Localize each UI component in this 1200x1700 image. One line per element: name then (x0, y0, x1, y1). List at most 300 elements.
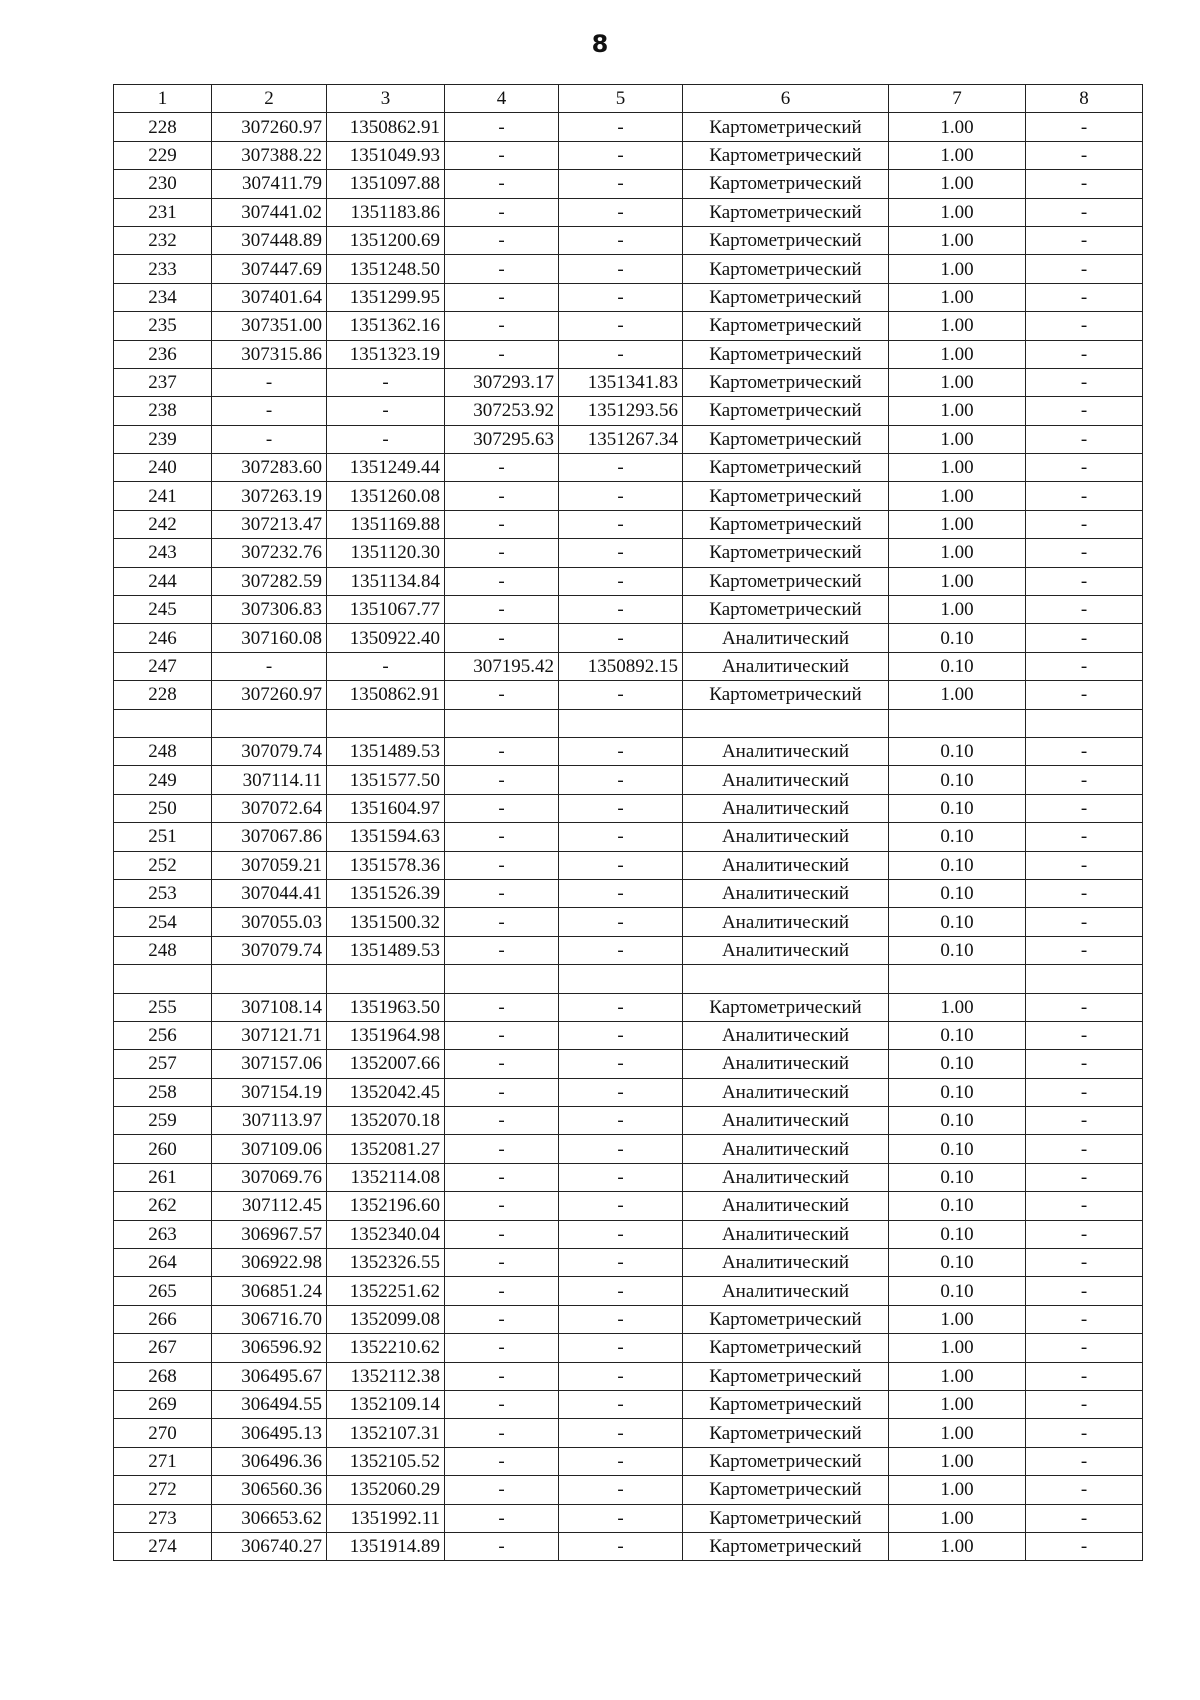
cell-new-x-coordinate: - (445, 681, 559, 709)
cell-accuracy: 0.10 (889, 1078, 1026, 1106)
cell-new-y-coordinate: - (559, 539, 683, 567)
cell-y-coordinate: 1351097.88 (327, 170, 445, 198)
cell-accuracy: 0.10 (889, 936, 1026, 964)
table-row (114, 794, 1143, 822)
cell-new-x-coordinate: - (445, 1419, 559, 1447)
cell-new-y-coordinate (559, 965, 683, 993)
cell-method: Аналитический (683, 851, 889, 879)
cell-accuracy: 1.00 (889, 198, 1026, 226)
cell-new-y-coordinate: - (559, 226, 683, 254)
cell-point-number: 240 (114, 454, 212, 482)
table-row (114, 1249, 1143, 1277)
cell-y-coordinate: 1351183.86 (327, 198, 445, 226)
cell-new-x-coordinate: - (445, 1249, 559, 1277)
cell-new-x-coordinate: - (445, 113, 559, 141)
cell-note: - (1026, 539, 1143, 567)
table-row (114, 1504, 1143, 1532)
cell-method: Картометрический (683, 1504, 889, 1532)
table-row (114, 567, 1143, 595)
cell-x-coordinate: 307260.97 (212, 681, 327, 709)
cell-x-coordinate: 306496.36 (212, 1447, 327, 1475)
cell-method: Картометрический (683, 1419, 889, 1447)
cell-x-coordinate: 306560.36 (212, 1476, 327, 1504)
cell-method: Картометрический (683, 283, 889, 311)
cell-x-coordinate: 307213.47 (212, 510, 327, 538)
cell-new-x-coordinate: - (445, 1135, 559, 1163)
table-separator-row (114, 965, 1143, 993)
cell-note: - (1026, 340, 1143, 368)
cell-note: - (1026, 1476, 1143, 1504)
coordinates-table (113, 84, 1143, 1561)
cell-point-number: 228 (114, 681, 212, 709)
cell-point-number: 232 (114, 226, 212, 254)
table-separator-row (114, 709, 1143, 737)
cell-accuracy: 1.00 (889, 226, 1026, 254)
cell-point-number (114, 965, 212, 993)
cell-accuracy: 1.00 (889, 312, 1026, 340)
cell-y-coordinate: - (327, 425, 445, 453)
cell-point-number: 253 (114, 879, 212, 907)
cell-new-x-coordinate: - (445, 170, 559, 198)
cell-method: Картометрический (683, 368, 889, 396)
cell-note: - (1026, 879, 1143, 907)
cell-new-x-coordinate: - (445, 1192, 559, 1220)
cell-method: Картометрический (683, 1476, 889, 1504)
cell-x-coordinate: 306922.98 (212, 1249, 327, 1277)
column-header-4: 4 (445, 85, 559, 113)
cell-note: - (1026, 596, 1143, 624)
cell-note: - (1026, 567, 1143, 595)
cell-method (683, 709, 889, 737)
cell-note: - (1026, 794, 1143, 822)
cell-method: Аналитический (683, 1107, 889, 1135)
cell-y-coordinate: 1351489.53 (327, 737, 445, 765)
cell-y-coordinate: 1351577.50 (327, 766, 445, 794)
cell-x-coordinate: 307067.86 (212, 823, 327, 851)
cell-new-y-coordinate: - (559, 936, 683, 964)
cell-note (1026, 709, 1143, 737)
table-row (114, 1532, 1143, 1560)
cell-new-x-coordinate: - (445, 851, 559, 879)
cell-y-coordinate: - (327, 368, 445, 396)
cell-point-number: 260 (114, 1135, 212, 1163)
cell-method: Картометрический (683, 1390, 889, 1418)
cell-point-number: 248 (114, 737, 212, 765)
cell-x-coordinate: 306494.55 (212, 1390, 327, 1418)
cell-point-number: 228 (114, 113, 212, 141)
cell-y-coordinate: 1351067.77 (327, 596, 445, 624)
cell-x-coordinate: 307079.74 (212, 936, 327, 964)
cell-y-coordinate (327, 965, 445, 993)
page-number: 8 (591, 30, 609, 58)
cell-point-number: 242 (114, 510, 212, 538)
cell-x-coordinate: 307109.06 (212, 1135, 327, 1163)
cell-new-x-coordinate: - (445, 624, 559, 652)
cell-accuracy: 0.10 (889, 879, 1026, 907)
cell-new-y-coordinate (559, 709, 683, 737)
cell-method: Картометрический (683, 198, 889, 226)
cell-new-y-coordinate: - (559, 879, 683, 907)
cell-point-number: 254 (114, 908, 212, 936)
cell-point-number: 264 (114, 1249, 212, 1277)
table-row (114, 368, 1143, 396)
cell-point-number: 262 (114, 1192, 212, 1220)
cell-accuracy: 0.10 (889, 624, 1026, 652)
cell-new-y-coordinate: - (559, 283, 683, 311)
cell-new-x-coordinate: - (445, 879, 559, 907)
cell-y-coordinate: 1352326.55 (327, 1249, 445, 1277)
cell-new-y-coordinate: 1351341.83 (559, 368, 683, 396)
cell-note: - (1026, 1249, 1143, 1277)
cell-x-coordinate: 306596.92 (212, 1334, 327, 1362)
cell-y-coordinate: 1352070.18 (327, 1107, 445, 1135)
cell-point-number: 265 (114, 1277, 212, 1305)
table-row (114, 1334, 1143, 1362)
cell-y-coordinate: 1352340.04 (327, 1220, 445, 1248)
cell-method: Картометрический (683, 141, 889, 169)
cell-x-coordinate: - (212, 368, 327, 396)
table-row (114, 1419, 1143, 1447)
table-row (114, 539, 1143, 567)
cell-accuracy: 1.00 (889, 1362, 1026, 1390)
table-row (114, 454, 1143, 482)
cell-method: Картометрический (683, 596, 889, 624)
cell-y-coordinate: 1351914.89 (327, 1532, 445, 1560)
cell-note: - (1026, 141, 1143, 169)
cell-note: - (1026, 482, 1143, 510)
cell-note: - (1026, 1078, 1143, 1106)
cell-point-number: 273 (114, 1504, 212, 1532)
table-row (114, 823, 1143, 851)
cell-new-x-coordinate: - (445, 1107, 559, 1135)
cell-accuracy: 1.00 (889, 1305, 1026, 1333)
cell-point-number: 250 (114, 794, 212, 822)
cell-y-coordinate: 1351248.50 (327, 255, 445, 283)
cell-x-coordinate: - (212, 425, 327, 453)
cell-x-coordinate: 307411.79 (212, 170, 327, 198)
cell-accuracy: 0.10 (889, 1277, 1026, 1305)
cell-new-y-coordinate: - (559, 1277, 683, 1305)
cell-note: - (1026, 652, 1143, 680)
cell-note: - (1026, 766, 1143, 794)
cell-method: Картометрический (683, 312, 889, 340)
cell-method: Аналитический (683, 1163, 889, 1191)
cell-point-number: 257 (114, 1050, 212, 1078)
cell-accuracy: 0.10 (889, 851, 1026, 879)
cell-y-coordinate: 1350922.40 (327, 624, 445, 652)
cell-method: Аналитический (683, 1220, 889, 1248)
cell-point-number: 261 (114, 1163, 212, 1191)
cell-x-coordinate: 306716.70 (212, 1305, 327, 1333)
cell-new-x-coordinate: - (445, 1532, 559, 1560)
table-row (114, 340, 1143, 368)
cell-note: - (1026, 170, 1143, 198)
cell-new-y-coordinate: - (559, 681, 683, 709)
cell-y-coordinate: 1351299.95 (327, 283, 445, 311)
column-header-7: 7 (889, 85, 1026, 113)
table-row (114, 141, 1143, 169)
cell-new-x-coordinate: - (445, 226, 559, 254)
cell-new-y-coordinate: - (559, 1476, 683, 1504)
column-header-1: 1 (114, 85, 212, 113)
cell-method: Картометрический (683, 1305, 889, 1333)
cell-point-number: 249 (114, 766, 212, 794)
cell-point-number: 235 (114, 312, 212, 340)
cell-method: Аналитический (683, 1050, 889, 1078)
cell-method: Картометрический (683, 454, 889, 482)
cell-method: Картометрический (683, 397, 889, 425)
cell-new-y-coordinate: - (559, 340, 683, 368)
cell-accuracy: 0.10 (889, 1135, 1026, 1163)
table-row (114, 908, 1143, 936)
cell-x-coordinate: 306495.13 (212, 1419, 327, 1447)
cell-new-x-coordinate: - (445, 993, 559, 1021)
cell-new-x-coordinate: - (445, 1390, 559, 1418)
cell-y-coordinate: 1352114.08 (327, 1163, 445, 1191)
cell-method: Картометрический (683, 1532, 889, 1560)
cell-method: Аналитический (683, 737, 889, 765)
cell-x-coordinate: 307260.97 (212, 113, 327, 141)
table-row (114, 312, 1143, 340)
cell-method: Аналитический (683, 624, 889, 652)
cell-point-number: 237 (114, 368, 212, 396)
cell-new-x-coordinate: 307295.63 (445, 425, 559, 453)
cell-new-y-coordinate: - (559, 1220, 683, 1248)
cell-new-y-coordinate: - (559, 1135, 683, 1163)
cell-y-coordinate: 1351169.88 (327, 510, 445, 538)
cell-new-y-coordinate: - (559, 567, 683, 595)
cell-accuracy: 1.00 (889, 539, 1026, 567)
cell-method: Аналитический (683, 794, 889, 822)
cell-note: - (1026, 255, 1143, 283)
cell-x-coordinate: 307306.83 (212, 596, 327, 624)
cell-y-coordinate: 1351200.69 (327, 226, 445, 254)
cell-accuracy: 1.00 (889, 113, 1026, 141)
table-row (114, 113, 1143, 141)
cell-accuracy: 1.00 (889, 1476, 1026, 1504)
cell-new-x-coordinate: 307293.17 (445, 368, 559, 396)
cell-point-number: 230 (114, 170, 212, 198)
cell-y-coordinate: 1350862.91 (327, 681, 445, 709)
cell-note: - (1026, 1305, 1143, 1333)
cell-x-coordinate: 307315.86 (212, 340, 327, 368)
cell-accuracy: 1.00 (889, 141, 1026, 169)
cell-point-number: 244 (114, 567, 212, 595)
cell-method: Аналитический (683, 908, 889, 936)
cell-y-coordinate: 1351578.36 (327, 851, 445, 879)
cell-point-number: 233 (114, 255, 212, 283)
cell-method: Картометрический (683, 993, 889, 1021)
cell-accuracy: 0.10 (889, 1192, 1026, 1220)
cell-x-coordinate: 307154.19 (212, 1078, 327, 1106)
cell-note: - (1026, 283, 1143, 311)
cell-point-number: 267 (114, 1334, 212, 1362)
cell-point-number: 269 (114, 1390, 212, 1418)
cell-note: - (1026, 368, 1143, 396)
table-row (114, 1390, 1143, 1418)
cell-accuracy: 1.00 (889, 425, 1026, 453)
cell-new-x-coordinate: - (445, 1277, 559, 1305)
cell-x-coordinate: 307448.89 (212, 226, 327, 254)
cell-accuracy: 0.10 (889, 823, 1026, 851)
cell-accuracy: 1.00 (889, 596, 1026, 624)
cell-accuracy: 0.10 (889, 1163, 1026, 1191)
cell-accuracy: 1.00 (889, 482, 1026, 510)
cell-new-x-coordinate: - (445, 737, 559, 765)
cell-y-coordinate (327, 709, 445, 737)
cell-new-x-coordinate: - (445, 255, 559, 283)
cell-x-coordinate: 306653.62 (212, 1504, 327, 1532)
table-row (114, 1447, 1143, 1475)
cell-new-x-coordinate: - (445, 1050, 559, 1078)
cell-note: - (1026, 1532, 1143, 1560)
cell-point-number: 246 (114, 624, 212, 652)
cell-note: - (1026, 113, 1143, 141)
cell-method: Картометрический (683, 425, 889, 453)
cell-accuracy: 1.00 (889, 170, 1026, 198)
cell-accuracy: 0.10 (889, 1021, 1026, 1049)
cell-accuracy: 0.10 (889, 1107, 1026, 1135)
cell-new-x-coordinate: - (445, 823, 559, 851)
cell-x-coordinate: 307157.06 (212, 1050, 327, 1078)
cell-y-coordinate: 1351500.32 (327, 908, 445, 936)
cell-accuracy (889, 709, 1026, 737)
cell-new-x-coordinate: - (445, 1504, 559, 1532)
cell-y-coordinate: 1352109.14 (327, 1390, 445, 1418)
cell-point-number: 239 (114, 425, 212, 453)
cell-note: - (1026, 1447, 1143, 1475)
cell-method: Картометрический (683, 113, 889, 141)
cell-new-x-coordinate: - (445, 936, 559, 964)
cell-x-coordinate: - (212, 652, 327, 680)
cell-point-number: 247 (114, 652, 212, 680)
cell-new-x-coordinate: - (445, 1163, 559, 1191)
cell-accuracy: 1.00 (889, 1532, 1026, 1560)
cell-y-coordinate: - (327, 397, 445, 425)
cell-x-coordinate: 307160.08 (212, 624, 327, 652)
cell-note: - (1026, 823, 1143, 851)
column-header-3: 3 (327, 85, 445, 113)
cell-method: Картометрический (683, 510, 889, 538)
cell-note: - (1026, 1163, 1143, 1191)
cell-x-coordinate: 307282.59 (212, 567, 327, 595)
cell-x-coordinate: 307113.97 (212, 1107, 327, 1135)
cell-y-coordinate: 1351249.44 (327, 454, 445, 482)
cell-new-x-coordinate: - (445, 454, 559, 482)
cell-accuracy: 1.00 (889, 993, 1026, 1021)
cell-note: - (1026, 454, 1143, 482)
cell-note: - (1026, 1362, 1143, 1390)
cell-accuracy: 1.00 (889, 681, 1026, 709)
cell-note: - (1026, 1050, 1143, 1078)
cell-new-y-coordinate: - (559, 1192, 683, 1220)
cell-new-y-coordinate: - (559, 1050, 683, 1078)
cell-new-x-coordinate: - (445, 1362, 559, 1390)
table-row (114, 198, 1143, 226)
cell-x-coordinate: 307447.69 (212, 255, 327, 283)
cell-new-y-coordinate: - (559, 1334, 683, 1362)
cell-y-coordinate: 1351489.53 (327, 936, 445, 964)
cell-accuracy: 1.00 (889, 1390, 1026, 1418)
cell-accuracy: 1.00 (889, 1419, 1026, 1447)
cell-accuracy: 0.10 (889, 652, 1026, 680)
cell-note: - (1026, 1135, 1143, 1163)
cell-new-y-coordinate: - (559, 1249, 683, 1277)
cell-x-coordinate: 307072.64 (212, 794, 327, 822)
column-header-6: 6 (683, 85, 889, 113)
table-row (114, 596, 1143, 624)
cell-new-y-coordinate: - (559, 141, 683, 169)
cell-accuracy: 0.10 (889, 737, 1026, 765)
cell-x-coordinate: 307232.76 (212, 539, 327, 567)
cell-accuracy: 1.00 (889, 255, 1026, 283)
cell-point-number: 243 (114, 539, 212, 567)
table-row (114, 1192, 1143, 1220)
cell-new-x-coordinate: - (445, 794, 559, 822)
cell-accuracy: 0.10 (889, 1050, 1026, 1078)
cell-accuracy: 1.00 (889, 510, 1026, 538)
table-header-row (114, 85, 1143, 113)
cell-point-number: 272 (114, 1476, 212, 1504)
table-row (114, 1362, 1143, 1390)
table-row (114, 255, 1143, 283)
cell-point-number: 268 (114, 1362, 212, 1390)
cell-method: Аналитический (683, 1249, 889, 1277)
cell-note: - (1026, 936, 1143, 964)
cell-note: - (1026, 1220, 1143, 1248)
cell-y-coordinate: 1351594.63 (327, 823, 445, 851)
table-row (114, 510, 1143, 538)
cell-x-coordinate: 306495.67 (212, 1362, 327, 1390)
cell-point-number: 238 (114, 397, 212, 425)
cell-new-y-coordinate: - (559, 510, 683, 538)
cell-accuracy: 1.00 (889, 1447, 1026, 1475)
cell-point-number: 252 (114, 851, 212, 879)
cell-method: Картометрический (683, 1447, 889, 1475)
cell-y-coordinate: 1351362.16 (327, 312, 445, 340)
cell-accuracy: 0.10 (889, 908, 1026, 936)
cell-x-coordinate: 307044.41 (212, 879, 327, 907)
cell-point-number (114, 709, 212, 737)
cell-accuracy: 0.10 (889, 1220, 1026, 1248)
cell-y-coordinate: 1352081.27 (327, 1135, 445, 1163)
cell-new-x-coordinate: - (445, 908, 559, 936)
cell-new-y-coordinate: - (559, 198, 683, 226)
cell-new-y-coordinate: - (559, 993, 683, 1021)
cell-new-y-coordinate: - (559, 255, 683, 283)
cell-point-number: 263 (114, 1220, 212, 1248)
cell-accuracy: 1.00 (889, 340, 1026, 368)
cell-point-number: 259 (114, 1107, 212, 1135)
cell-y-coordinate: 1352099.08 (327, 1305, 445, 1333)
table-row (114, 1476, 1143, 1504)
cell-point-number: 258 (114, 1078, 212, 1106)
cell-new-y-coordinate: 1351293.56 (559, 397, 683, 425)
cell-y-coordinate: 1352251.62 (327, 1277, 445, 1305)
cell-point-number: 245 (114, 596, 212, 624)
cell-new-y-coordinate: - (559, 908, 683, 936)
table-row (114, 1135, 1143, 1163)
cell-new-y-coordinate: - (559, 737, 683, 765)
cell-y-coordinate: - (327, 652, 445, 680)
cell-method: Аналитический (683, 652, 889, 680)
cell-note: - (1026, 908, 1143, 936)
cell-method: Аналитический (683, 1078, 889, 1106)
cell-method: Аналитический (683, 823, 889, 851)
cell-point-number: 271 (114, 1447, 212, 1475)
cell-point-number: 248 (114, 936, 212, 964)
cell-x-coordinate: 307108.14 (212, 993, 327, 1021)
